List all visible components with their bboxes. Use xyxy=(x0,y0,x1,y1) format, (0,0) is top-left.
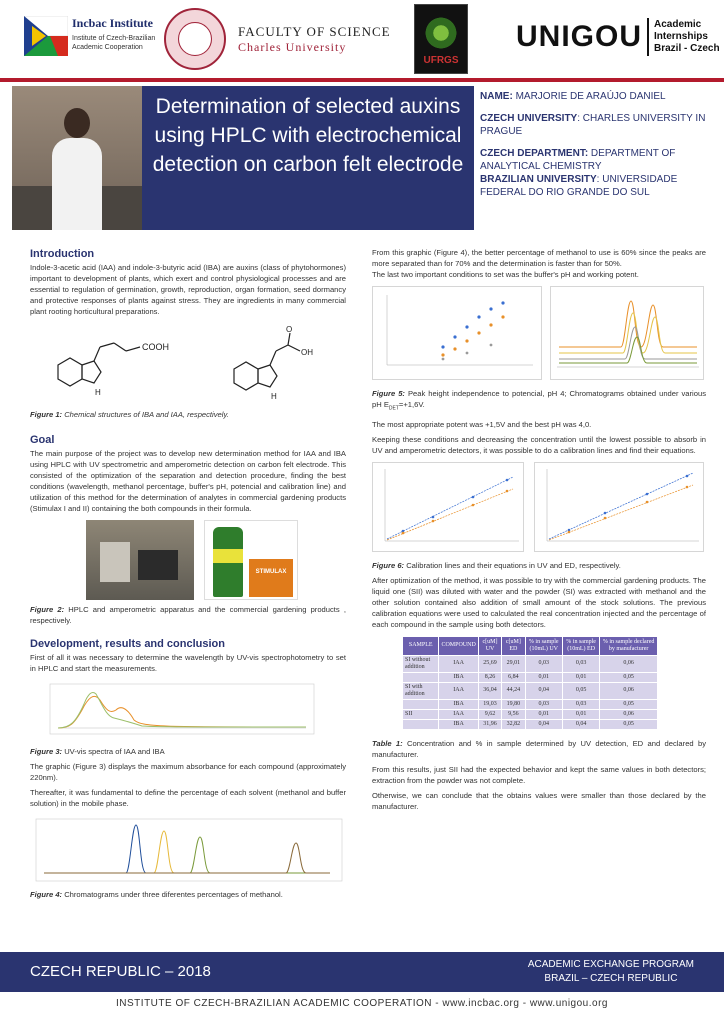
header-divider xyxy=(0,78,724,82)
brazilian-university-line: BRAZILIAN UNIVERSITY: UNIVERSIDADE FEDERAL DO RIO GRANDE DO SUL xyxy=(480,174,678,198)
table-header: COMPOUND xyxy=(439,636,478,655)
figure-1-caption: Figure 1: Chemical structures of IBA and IAA, respectively. xyxy=(30,410,229,419)
logo-bar xyxy=(0,0,724,78)
ph-chromatograms-plot xyxy=(550,286,704,380)
development-text-3: Thereafter, it was fundamental to define the percentage of each solvent (methanol and buffer solution) in the mobile phase. xyxy=(30,788,346,808)
unigou-word: UNIGOU xyxy=(516,20,642,53)
potential-plot xyxy=(372,286,542,380)
figure-4-caption: Figure 4: Chromatograms under three diferentes percentages of methanol. xyxy=(30,890,283,899)
chemical-structures-svg xyxy=(30,325,346,405)
right-column xyxy=(372,247,706,812)
intro-text: Indole-3-acetic acid (IAA) and indole-3-butyric acid (IBA) are auxins (class of phytohormones) important to development of plants, which exert and control physiological processes and are essential to regulation of germination, growth, reproduction, organ formation, seed dormancy and protective responses of plants against stress. They are ingredients in many commercial plant rooting horticultural preparations. xyxy=(30,263,346,316)
uv-spectra-svg xyxy=(30,680,346,742)
czech-department-line: CZECH DEPARTMENT: DEPARTMENT OF ANALYTICAL CHEMISTRY xyxy=(480,148,676,172)
footer-band xyxy=(0,952,724,992)
figure-5-plots xyxy=(372,286,706,382)
table-header: % in sample (10mL) ED xyxy=(563,636,600,655)
iba-cooh-label: COOH xyxy=(142,342,169,352)
author-photo xyxy=(12,86,142,230)
table-row: SII IAA 9,62 9,56 0,01 0,01 0,06 xyxy=(403,709,658,719)
development-text-2: The graphic (Figure 3) displays the maximum absorbance for each compound (approximately 220nm). xyxy=(30,762,346,782)
unigou-logo xyxy=(516,18,720,56)
author-info xyxy=(480,90,716,208)
development-text-1: First of all it was necessary to determine the wavelength by UV-vis spectrophotometry to set in HPLC and start the measurements. xyxy=(30,653,346,673)
iba-nh-label: H xyxy=(95,388,101,397)
ed-calibration-plot xyxy=(534,462,704,552)
ufrgs-logo-icon: UFRGS xyxy=(414,4,468,74)
table-row: SI without addition IAA 25,69 29,01 0,03 0,03 0,06 xyxy=(403,655,658,672)
iaa-nh-label: H xyxy=(271,392,277,401)
table-row: SI with addition IAA 36,04 44,24 0,04 0,05 0,06 xyxy=(403,682,658,699)
incbac-subtitle: Institute of Czech-Brazilian Academic Cooperation xyxy=(72,35,156,51)
potential-plot-svg xyxy=(373,287,543,381)
figure-3-caption: Figure 3: UV-vis spectra of IAA and IBA xyxy=(30,747,165,756)
university-name: Charles University xyxy=(238,40,347,54)
figure-6-plots xyxy=(372,462,706,554)
uv-calibration-plot xyxy=(372,462,524,552)
right-text-5: After optimization of the method, it was possible to try with the commercial gardening products. The liquid one (SII) was diluted with water and the powder (SI) was extracted with methanol and the other solution contained also addition of small amount of the stock solutions. The previous calibration equations were used to calculated the real concentration injected and the percentage of each compound in the sample using both detectors. xyxy=(372,575,706,629)
czech-university-line: CZECH UNIVERSITY: CHARLES UNIVERSITY IN PRAGUE xyxy=(480,113,706,137)
flag-icon xyxy=(24,16,68,56)
right-text-4: Keeping these conditions and decreasing the concentration until the lowest possible to absorb in UV and amperometric detectors, it was possible to do a calibration lines and find their equations. xyxy=(372,434,706,455)
poster-title: Determination of selected auxins using HPLC with electrochemical detection on carbon felt electrode xyxy=(152,95,464,176)
ph-chromatograms-svg xyxy=(551,287,705,381)
left-column xyxy=(30,248,346,900)
unigou-tagline: Academic Internships Brazil - Czech xyxy=(654,19,720,54)
right-text-3: The most appropriate potent was +1,5V and the best pH was 4,0. xyxy=(372,419,592,429)
footer-program: ACADEMIC EXCHANGE PROGRAM BRAZIL – CZECH REPUBLIC xyxy=(527,959,694,984)
table-header: % in sample (10mL) UV xyxy=(525,636,562,655)
chromatograms-svg xyxy=(30,815,346,885)
faculty-name: FACULTY OF SCIENCE xyxy=(238,24,391,39)
incbac-logo xyxy=(24,14,156,62)
right-text-7: Otherwise, we can conclude that the obtains values were smaller than those declared by the manufacturer. xyxy=(372,790,706,811)
uv-calibration-svg xyxy=(373,463,525,553)
figure-4-chromatograms xyxy=(30,815,346,885)
intro-heading: Introduction xyxy=(30,248,95,260)
table-header: c[uM] ED xyxy=(502,636,525,655)
table-row: IBA 8,26 6,84 0,01 0,01 0,05 xyxy=(403,672,658,682)
results-table xyxy=(402,636,658,730)
table-header: % in sample declared by manufacturer xyxy=(600,636,658,655)
title-band xyxy=(12,86,474,230)
table-header: c[uM] UV xyxy=(478,636,501,655)
incbac-title: Incbac Institute xyxy=(72,16,154,30)
right-text-6: From this results, just SII had the expected behavior and kept the same values in both detectors; extraction from the powder was not complete. xyxy=(372,764,706,785)
figure-2-photos xyxy=(86,520,346,600)
table-row: IBA 19,03 19,80 0,03 0,03 0,05 xyxy=(403,699,658,709)
table-row: IBA 31,96 32,82 0,04 0,04 0,05 xyxy=(403,719,658,729)
footer-country-year: CZECH REPUBLIC – 2018 xyxy=(30,963,211,980)
charles-university-seal-icon xyxy=(164,8,226,70)
table-header: SAMPLE xyxy=(403,636,439,655)
footer-websites: INSTITUTE OF CZECH-BRAZILIAN ACADEMIC COOPERATION - www.incbac.org - www.unigou.org xyxy=(116,998,608,1009)
hplc-apparatus-photo xyxy=(86,520,194,600)
goal-text: The main purpose of the project was to develop new determination method for IAA and IBA using HPLC with UV spectrometric and amperometric detection on carbon felt electrode. This consisted of the optimization of the separation and detection procedure, finding the best conditions (wavelength, methanol percentage, buffer's pH, potencial and calibration line) and utilization of this method for the determination of analytes in commercial gardening products (Stimulax I and II) containing the both compounds in their formula. xyxy=(30,449,346,513)
ed-calibration-svg xyxy=(535,463,705,553)
faculty-logo-text xyxy=(238,24,391,55)
development-heading: Development, results and conclusion xyxy=(30,638,225,650)
table-1-caption: Table 1: Concentration and % in sample determined by UV detection, ED and declared by manufacturer. xyxy=(372,738,706,759)
figure-3-uv-spectra xyxy=(30,680,346,742)
gardening-products-photo xyxy=(204,520,298,600)
figure-2-caption: Figure 2: HPLC and amperometric apparatus and the commercial gardening products , respectively. xyxy=(30,605,346,625)
goal-heading: Goal xyxy=(30,434,55,446)
author-name-line: NAME: MARJORIE DE ARAÚJO DANIEL xyxy=(480,91,666,102)
iaa-oh-label: OH xyxy=(301,348,313,357)
right-text-1: From this graphic (Figure 4), the better percentage of methanol to use is 60% since the peaks are more separated than for 70% and the determination is faster than for 50%. xyxy=(372,248,706,268)
chemical-structures-figure xyxy=(30,325,346,405)
figure-6-caption: Figure 6: Calibration lines and their equations in UV and ED, respectively. xyxy=(372,560,621,570)
iaa-o-label: O xyxy=(286,325,293,334)
right-text-2: The last two important conditions to set was the buffer's pH and working potent. xyxy=(372,270,639,279)
table-header-row xyxy=(403,636,658,655)
figure-5-caption: Figure 5: Peak height independence to potencial, pH 4; Chromatograms obtained under various pH $E_{DET}=+1,6V$. xyxy=(372,389,706,412)
stimulax-box-label: STIMULAX xyxy=(255,569,287,575)
